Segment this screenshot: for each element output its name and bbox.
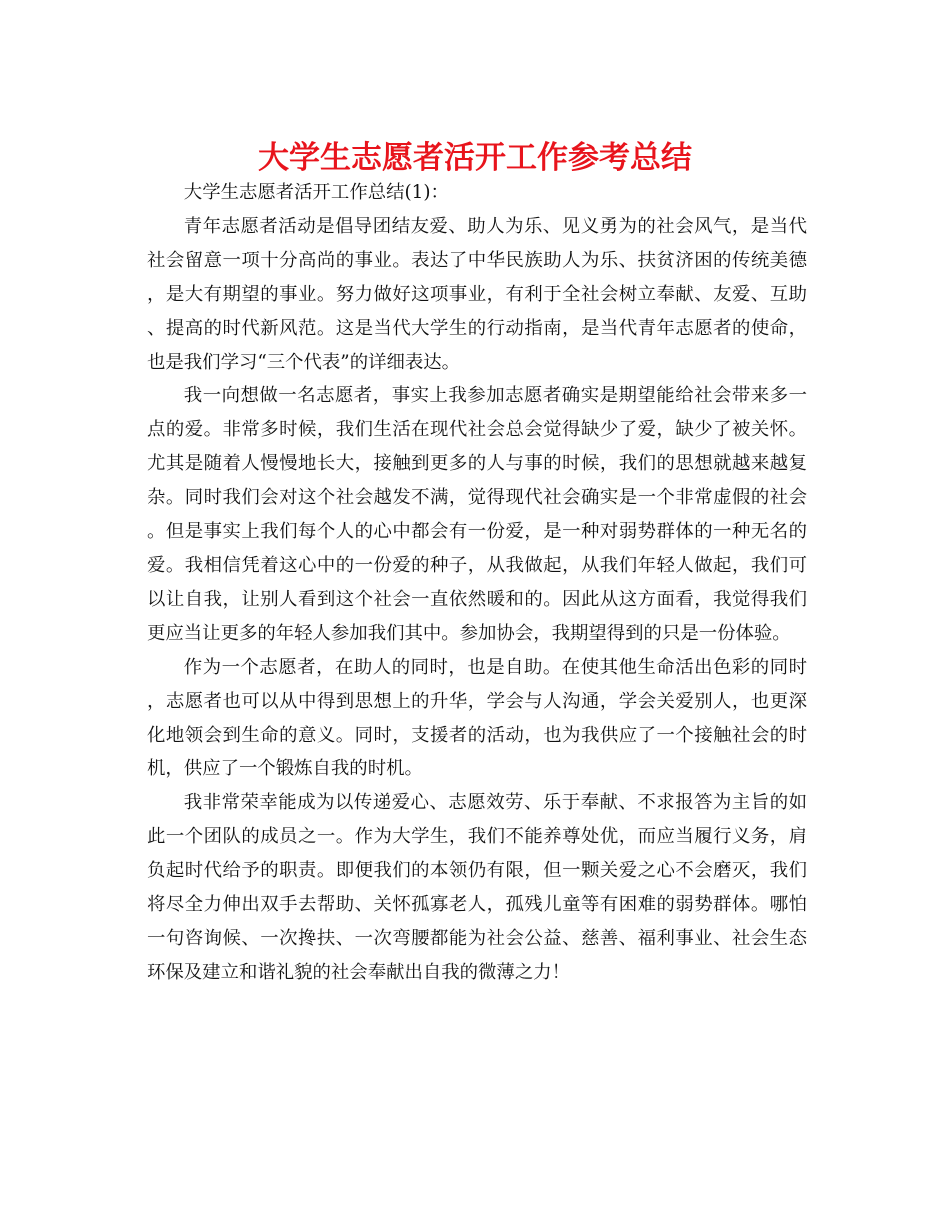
paragraph-4: 我非常荣幸能成为以传递爱心、志愿效劳、乐于奉献、不求报答为主旨的如此一个团队的成员之一。作为大学生，我们不能养尊处优，而应当履行义务，肩负起时代给予的职责。即便我们的本领仍有限，但一颗关爱之心不会磨灭，我们将尽全力伸出双手去帮助、关怀孤寡老人，孤残儿童等有困难的弱势群体。哪怕一句咨询候、一次搀扶、一次弯腰都能为社会公益、慈善、福利事业、社会生态环保及建立和谐礼貌的社会奉献出自我的微薄之力！ (147, 792, 807, 983)
paragraph-1: 青年志愿者活动是倡导团结友爱、助人为乐、见义勇为的社会风气，是当代社会留意一项十分高尚的事业。表达了中华民族助人为乐、扶贫济困的传统美德，是大有期望的事业。努力做好这项事业，有利于全社会树立奉献、友爱、互助、提高的时代新风范。这是当代大学生的行动指南，是当代青年志愿者的使命，也是我们学习“三个代表”的详细表达。 (147, 215, 807, 373)
document-body (147, 176, 807, 990)
document-title: 大学生志愿者活开工作参考总结 (258, 140, 692, 176)
paragraph-3: 作为一个志愿者，在助人的同时，也是自助。在使其他生命活出色彩的同时，志愿者也可以从中得到思想上的升华，学会与人沟通，学会关爱别人，也更深化地领会到生命的意义。同时，支援者的活动，也为我供应了一个接触社会的时机，供应了一个锻炼自我的时机。 (147, 656, 807, 780)
paragraph-2: 我一向想做一名志愿者，事实上我参加志愿者确实是期望能给社会带来多一点的爱。非常多时候，我们生活在现代社会总会觉得缺少了爱，缺少了被关怀。尤其是随着人慢慢地长大，接触到更多的人与事的时候，我们的思想就越来越复杂。同时我们会对这个社会越发不满，觉得现代社会确实是一个非常虚假的社会。但是事实上我们每个人的心中都会有一份爱，是一种对弱势群体的一种无名的爱。我相信凭着这心中的一份爱的种子，从我做起，从我们年轻人做起，我们可以让自我，让别人看到这个社会一直依然暖和的。因此从这方面看，我觉得我们更应当让更多的年轻人参加我们其中。参加协会，我期望得到的只是一份体验。 (147, 385, 807, 644)
section-heading: 大学生志愿者活开工作总结(1)： (183, 182, 449, 203)
